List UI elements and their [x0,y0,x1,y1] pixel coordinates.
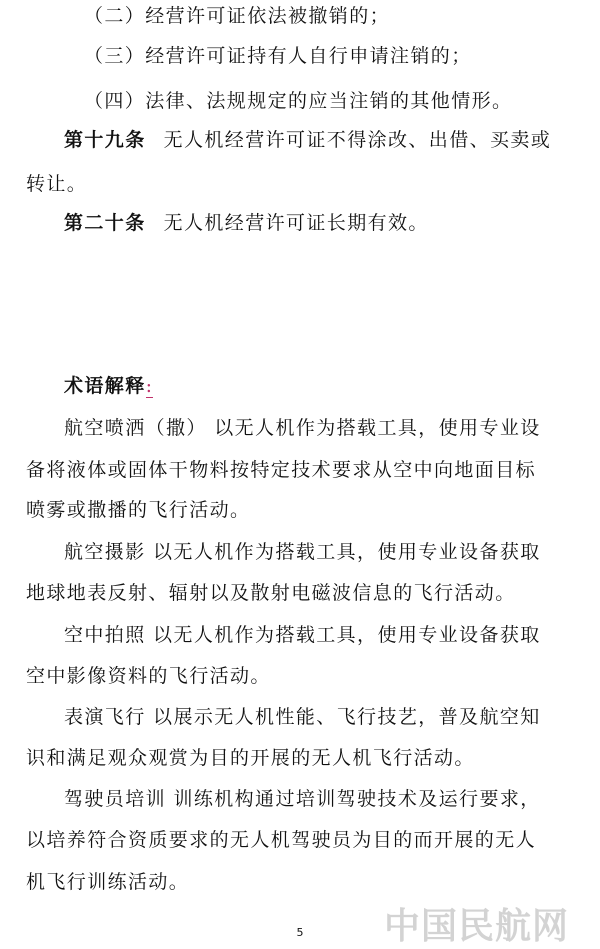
term-performance-flight-line1: 表演飞行 以展示无人机性能、飞行技艺，普及航空知 [64,706,541,728]
list-item-2: （二）经营许可证依法被撤销的； [84,5,391,27]
glossary-heading [64,373,153,399]
term-pilot-training-line2: 以培养符合资质要求的无人机驾驶员为目的而开展的无人 [26,829,537,851]
term-pilot-training-line3: 机飞行训练活动。 [26,871,190,893]
article-20 [64,210,429,236]
glossary-heading-text: 术语解释 [64,375,146,397]
glossary-heading-colon: : [145,375,154,397]
term-aerial-spraying-line3: 喷雾或撒播的飞行活动。 [26,499,251,521]
term-performance-flight-line2: 识和满足观众观赏为目的开展的无人机飞行活动。 [26,747,475,769]
term-aerial-spraying-line2: 备将液体或固体干物料按特定技术要求从空中向地面目标 [26,459,537,481]
article-19-continuation: 转让。 [26,173,88,195]
article-20-title: 第二十条 [64,212,146,234]
article-19 [64,127,551,153]
article-19-title: 第十九条 [64,129,146,151]
term-aerial-photo-line2: 空中影像资料的飞行活动。 [26,665,271,687]
term-aerial-photography-line1: 航空摄影 以无人机作为搭载工具，使用专业设备获取 [64,541,541,563]
list-item-4: （四）法律、法规规定的应当注销的其他情形。 [84,90,513,112]
article-20-text: 无人机经营许可证长期有效。 [163,212,429,234]
watermark-logo: 中国民航网 [384,906,570,947]
term-aerial-photography-line2: 地球地表反射、辐射以及散射电磁波信息的飞行活动。 [26,582,516,604]
term-pilot-training-line1: 驾驶员培训 训练机构通过培训驾驶技术及运行要求， [64,788,541,810]
term-aerial-photo-line1: 空中拍照 以无人机作为搭载工具，使用专业设备获取 [64,624,541,646]
list-item-3: （三）经营许可证持有人自行申请注销的； [84,45,472,67]
page-number: 5 [296,926,304,939]
term-aerial-spraying-line1: 航空喷洒（撒） 以无人机作为搭载工具，使用专业设 [64,417,541,439]
article-19-text: 无人机经营许可证不得涂改、出借、买卖或 [163,129,552,151]
